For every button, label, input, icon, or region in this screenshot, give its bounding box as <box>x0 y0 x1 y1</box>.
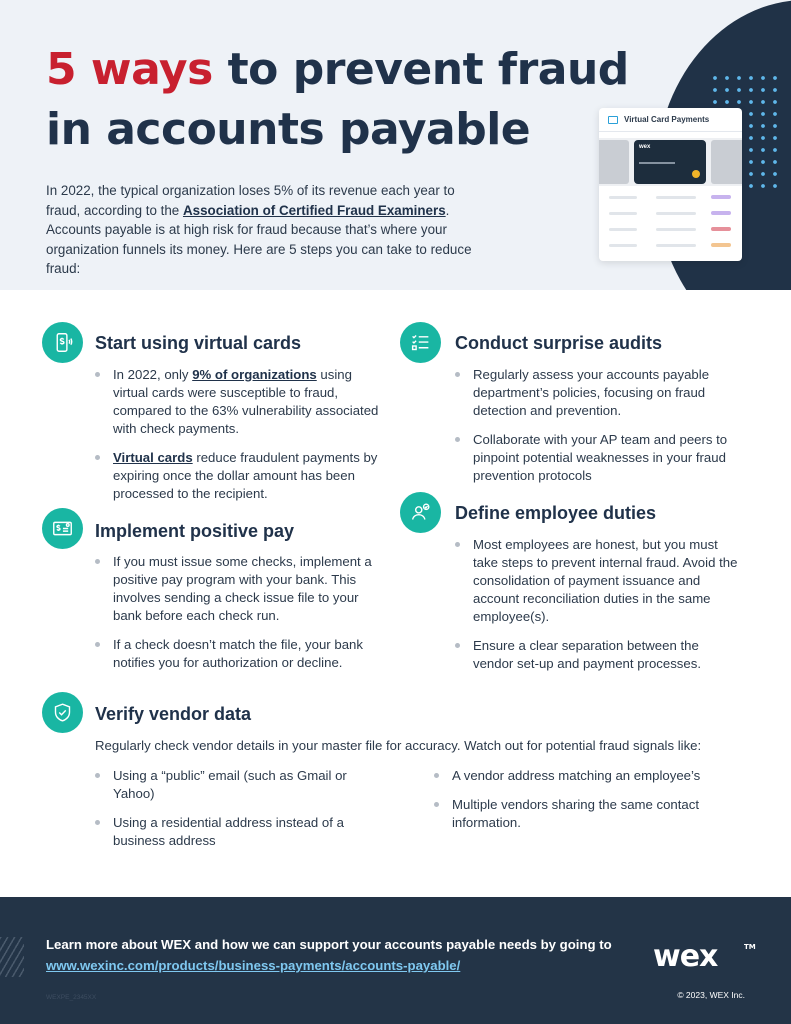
checklist-icon <box>400 322 441 363</box>
card-icon <box>608 116 618 124</box>
heading-surprise-audits: Conduct surprise audits <box>455 333 663 353</box>
phone-payment-icon <box>42 322 83 363</box>
card-number-placeholder <box>639 162 675 164</box>
document-code: WEXPE_2345XX <box>46 994 97 1001</box>
check-dollar-icon <box>42 508 83 549</box>
heading-positive-pay: Implement positive pay <box>95 521 295 541</box>
title-line2: in accounts payable <box>46 104 531 155</box>
intro-text-before: In 2022, the typical organization loses 5% of its revenue each year to fraud, according to the <box>46 183 455 218</box>
footer <box>0 897 791 1024</box>
mockup-row <box>656 196 696 199</box>
card-thumbnail-left <box>599 140 629 184</box>
card-brand-logo: wex <box>639 144 651 150</box>
title-line1: to prevent fraud <box>212 44 629 95</box>
list-item: Multiple vendors sharing the same contact information. <box>434 796 724 832</box>
list-item: Ensure a clear separation between the vendor set-up and payment processes. <box>455 637 740 673</box>
virtual-cards-link[interactable]: Virtual cards <box>113 450 193 465</box>
mockup-row <box>609 244 637 247</box>
list-vendor-right <box>434 767 724 843</box>
card-network-icon <box>692 170 700 178</box>
mockup-status-pill <box>711 211 731 215</box>
list-surprise-audits <box>455 366 740 496</box>
mockup-row <box>656 228 696 231</box>
heading-employee-duties: Define employee duties <box>455 503 657 523</box>
nine-percent-link[interactable]: 9% of organizations <box>192 367 317 382</box>
shield-check-icon <box>42 692 83 733</box>
wex-ap-link[interactable]: www.wexinc.com/products/business-payments/accounts-payable/ <box>46 958 461 973</box>
mockup-status-pill <box>711 243 731 247</box>
mockup-header <box>599 108 742 132</box>
mockup-row <box>656 244 696 247</box>
page-title <box>46 40 646 160</box>
title-accent: 5 ways <box>46 44 213 95</box>
cta-text: Learn more about WEX and how we can support your accounts payable needs by going to <box>46 937 612 952</box>
virtual-card-mockup <box>599 108 742 261</box>
list-item: A vendor address matching an employee’s <box>434 767 724 785</box>
stripe-decoration <box>0 937 24 977</box>
user-check-icon <box>400 492 441 533</box>
acfe-link[interactable]: Association of Certified Fraud Examiners <box>182 202 446 218</box>
trademark-mark: TM <box>744 943 756 951</box>
mockup-row <box>609 196 637 199</box>
list-item <box>95 366 390 438</box>
card-thumbnail-right <box>711 140 742 184</box>
mockup-row <box>609 228 637 231</box>
bullet-text: In 2022, only <box>113 367 193 382</box>
intro-text-after: . Accounts payable is at high risk for fraud because that’s where your organization funnels its money. Here are 5 steps you can take to reduce fraud: <box>46 202 472 276</box>
list-vendor-left <box>95 767 385 861</box>
list-item: Most employees are honest, but you must take steps to prevent internal fraud. Avoid the consolidation of payment issuance and account reconciliation duties in the same employee(s). <box>455 536 740 626</box>
mockup-title: Virtual Card Payments <box>624 115 710 124</box>
heading-vendor-data: Verify vendor data <box>95 704 252 724</box>
list-positive-pay <box>95 553 390 683</box>
list-item: Collaborate with your AP team and peers to pinpoint potential weaknesses in your fraud prevention protocols <box>455 431 740 485</box>
mockup-row <box>656 212 696 215</box>
mockup-status-pill <box>711 195 731 199</box>
list-item: If a check doesn’t match the file, your bank notifies you for authorization or decline. <box>95 636 390 672</box>
list-item: Regularly assess your accounts payable department’s policies, focusing on fraud detection and prevention. <box>455 366 740 420</box>
list-item: Using a “public” email (such as Gmail or Yahoo) <box>95 767 385 803</box>
heading-virtual-cards: Start using virtual cards <box>95 333 302 353</box>
card-thumbnail-active <box>634 140 706 184</box>
intro-paragraph <box>46 181 476 279</box>
mockup-row <box>609 212 637 215</box>
list-item: If you must issue some checks, implement a positive pay program with your bank. This involves sending a check issue file to your bank before each check run. <box>95 553 390 625</box>
wex-logo <box>653 939 756 974</box>
copyright: © 2023, WEX Inc. <box>677 990 745 1000</box>
mockup-status-pill <box>711 227 731 231</box>
list-item: Using a residential address instead of a business address <box>95 814 385 850</box>
bullet-text: reduce fraudulent payments by expiring once the dollar amount has been processed to the recipient. <box>113 450 378 501</box>
list-item <box>95 449 390 503</box>
list-employee-duties <box>455 536 740 684</box>
bullet-text: using virtual cards were susceptible to fraud, compared to the 63% vulnerability associated with check payments. <box>113 367 379 436</box>
logo-text: wex <box>653 939 718 974</box>
footer-cta <box>46 934 616 976</box>
list-virtual-cards <box>95 366 390 514</box>
vendor-intro: Regularly check vendor details in your master file for accuracy. Watch out for potential fraud signals like: <box>95 738 702 753</box>
